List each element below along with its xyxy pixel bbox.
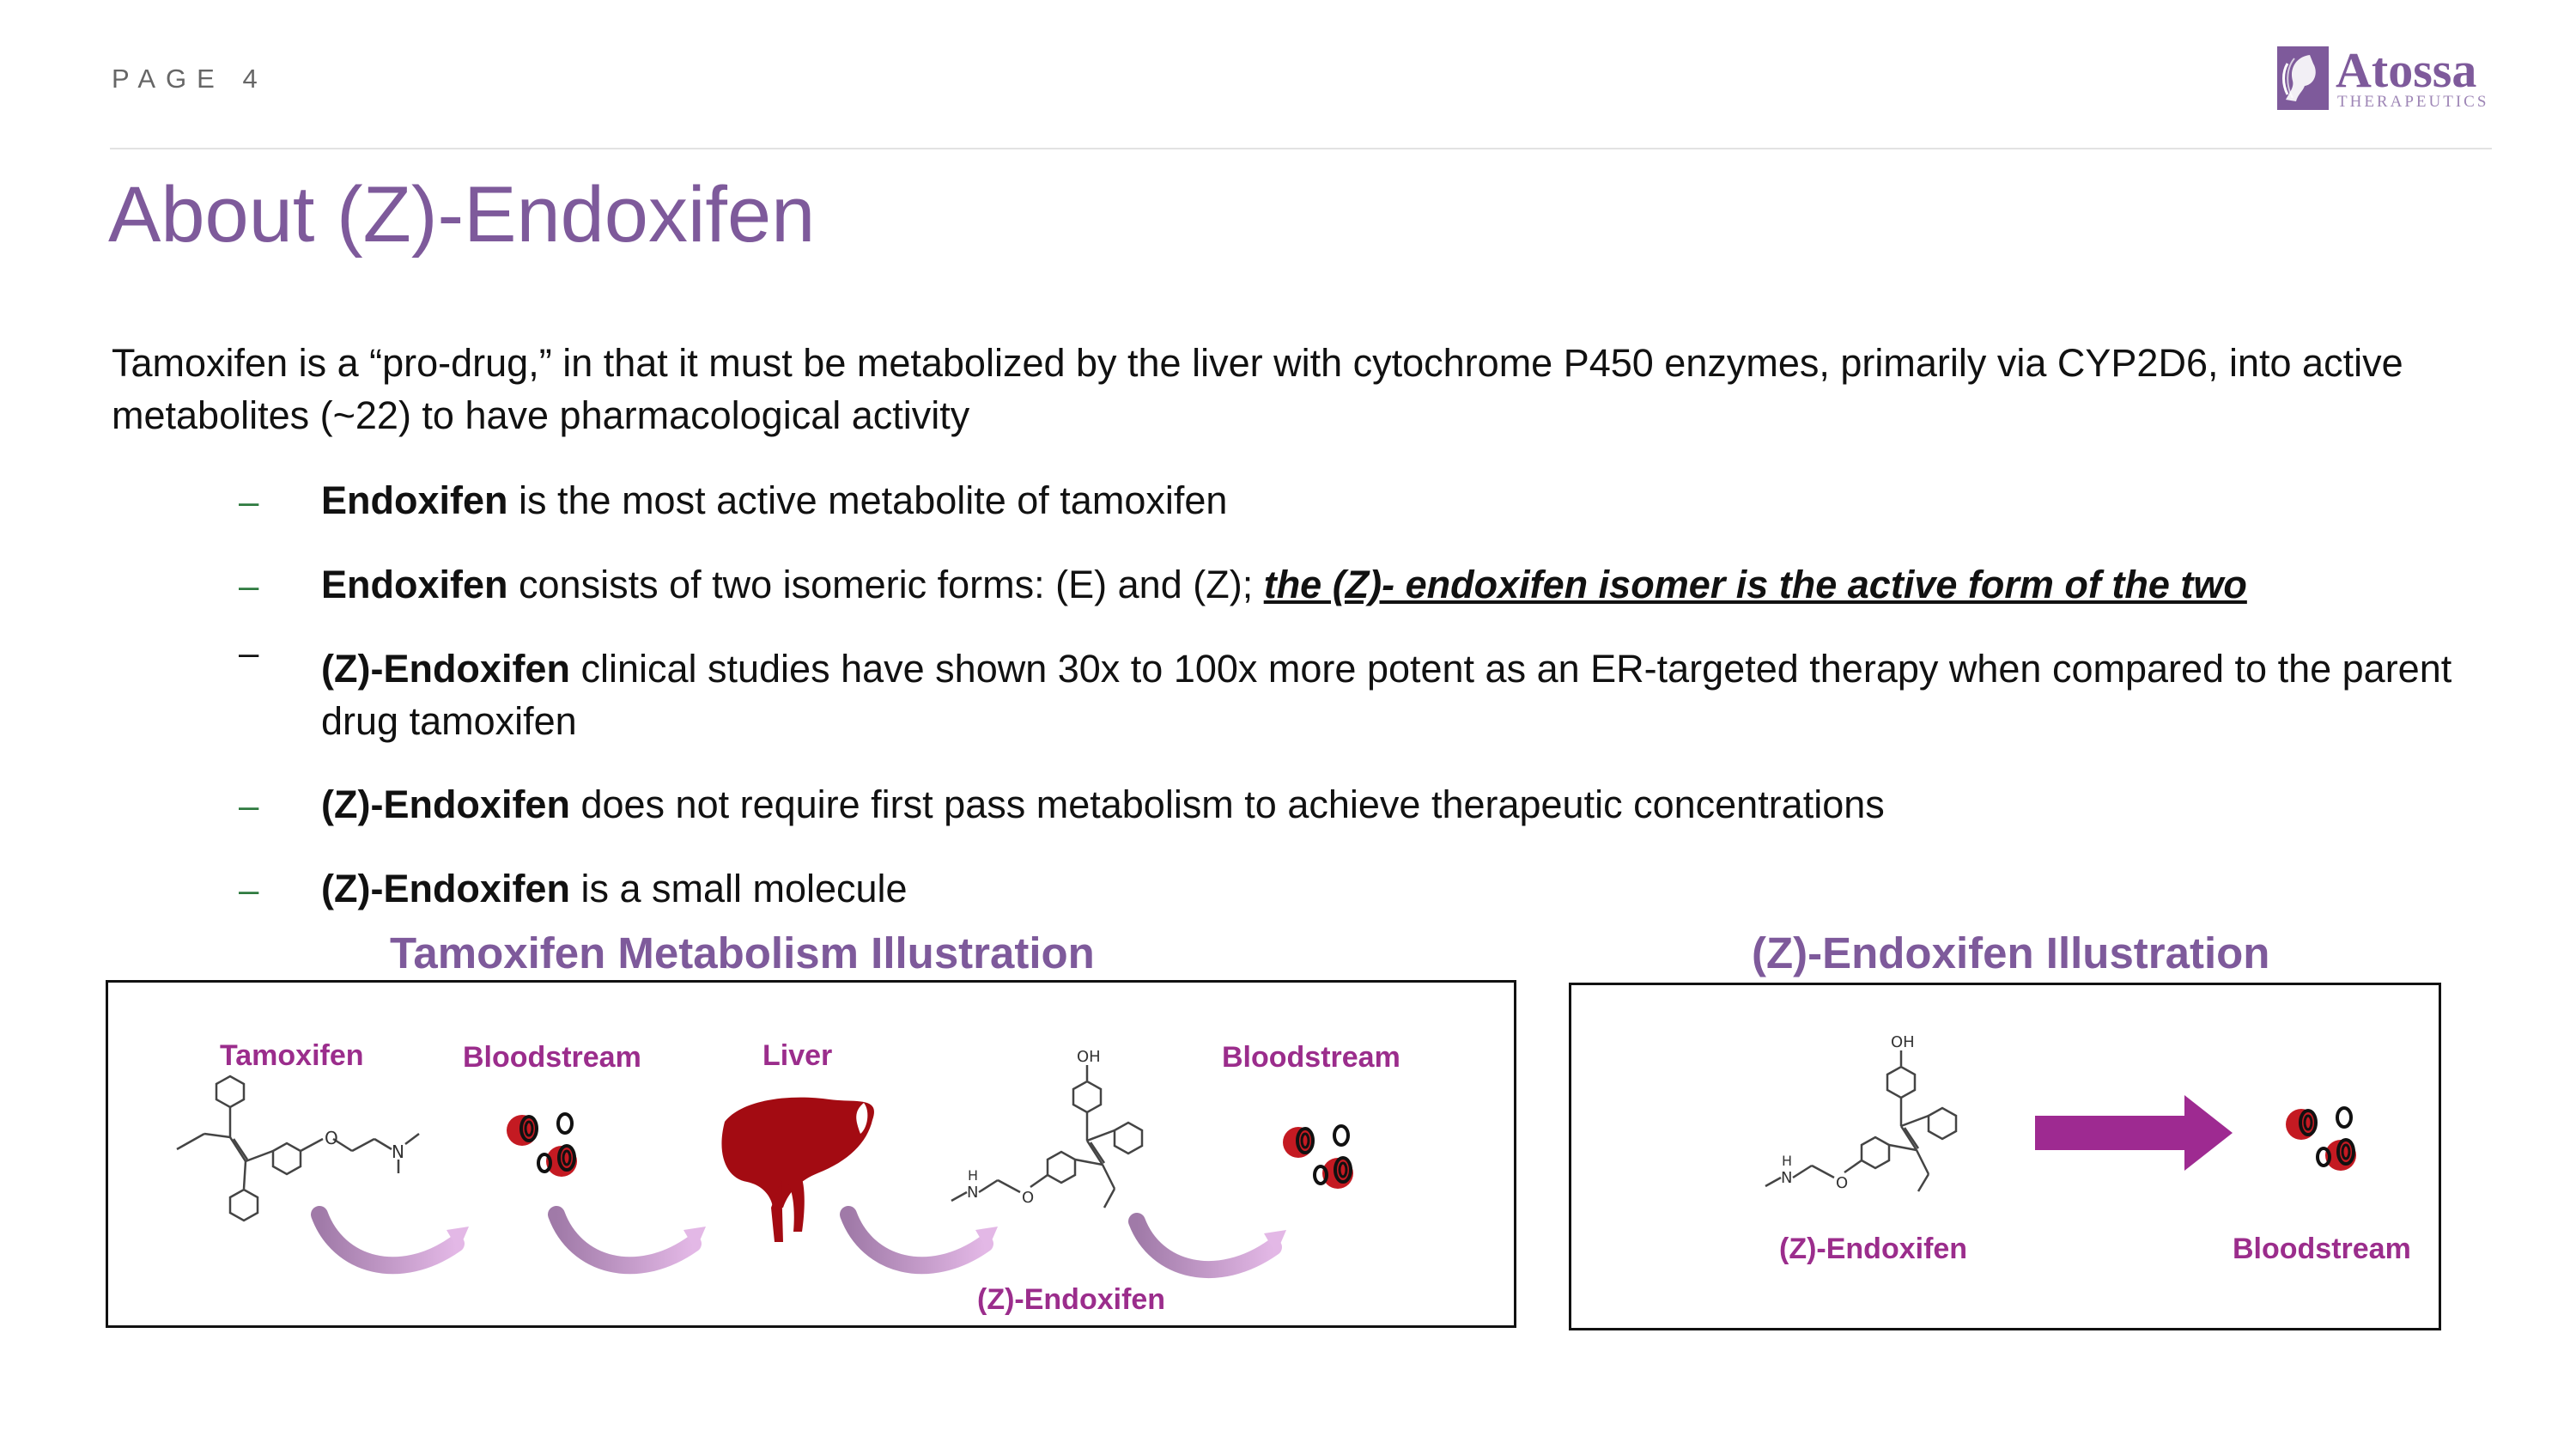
bullet-item <box>321 474 2485 527</box>
right-arrow-icon <box>2035 1095 2233 1171</box>
bullet-bold: (Z)-Endoxifen <box>321 782 570 826</box>
bloodstream-label: Bloodstream <box>463 1041 641 1074</box>
metabolism-illustration-box <box>106 980 1516 1328</box>
endoxifen-molecule <box>951 1065 1142 1208</box>
intro-paragraph: Tamoxifen is a “pro-drug,” in that it must be metabolized by the liver with cytochrome P450 enzymes, primarily via CYP2D6, into active metabolites (~22) to have pharmacological activity <box>112 341 2403 437</box>
tamoxifen-label: Tamoxifen <box>220 1039 364 1072</box>
metabolism-heading: Tamoxifen Metabolism Illustration <box>390 928 1095 977</box>
bloodstream-label-2: Bloodstream <box>1222 1041 1400 1074</box>
bullet-bold: (Z)-Endoxifen <box>321 647 570 691</box>
page-number: PAGE 4 <box>112 64 268 94</box>
bullet-emphasis: the (Z)- endoxifen isomer is the active form of the two <box>1263 563 2247 606</box>
molecule-atom-oh: OH <box>1891 1033 1915 1051</box>
bullet-dash: – <box>239 632 259 673</box>
bullet-dash: – <box>239 869 259 910</box>
endoxifen-diagram <box>1571 985 2439 1328</box>
liver-label: Liver <box>762 1039 833 1072</box>
blood-cells-icon <box>1283 1126 1353 1189</box>
atossa-logo-icon <box>2277 46 2329 110</box>
molecule-atom-o: O <box>1022 1189 1035 1207</box>
endoxifen-label: (Z)-Endoxifen <box>1779 1233 1968 1265</box>
bullet-item <box>321 642 2485 747</box>
molecule-atom-n: N <box>392 1142 404 1162</box>
endoxifen-illustration-box <box>1569 983 2441 1330</box>
page-title: About (Z)-Endoxifen <box>108 171 816 259</box>
tamoxifen-molecule <box>177 1076 419 1221</box>
header-divider <box>110 148 2492 149</box>
molecule-atom-oh: OH <box>1077 1048 1101 1066</box>
bullet-dash: – <box>239 785 259 825</box>
molecule-atom-o: O <box>1836 1174 1849 1192</box>
bullet-text: is the most active metabolite of tamoxifen <box>507 478 1228 522</box>
bullet-text: does not require first pass metabolism to achieve therapeutic concentrations <box>569 782 1885 826</box>
bullet-bold: Endoxifen <box>321 478 508 522</box>
bullet-item <box>321 778 2485 831</box>
molecule-atom-o: O <box>325 1128 338 1148</box>
endoxifen-molecule <box>1765 1050 1956 1191</box>
logo-wordmark: Atossa <box>2336 42 2477 98</box>
metabolism-diagram <box>108 983 1514 1325</box>
endoxifen-label: (Z)-Endoxifen <box>977 1283 1166 1316</box>
logo-tagline: THERAPEUTICS <box>2337 93 2489 111</box>
bloodstream-label: Bloodstream <box>2233 1233 2411 1265</box>
bullet-dash: – <box>239 565 259 606</box>
blood-cells-icon <box>2286 1108 2356 1171</box>
bullet-item <box>321 558 2485 611</box>
molecule-atom-n: N <box>967 1184 979 1202</box>
molecule-atom-n: N <box>1781 1169 1793 1187</box>
molecule-atom-h: H <box>1782 1153 1793 1169</box>
bullet-text: clinical studies have shown 30x to 100x more potent as an ER-targeted therapy when compared to the parent drug tamoxifen <box>321 647 2452 743</box>
molecule-atom-h: H <box>968 1167 979 1184</box>
endoxifen-heading: (Z)-Endoxifen Illustration <box>1752 928 2270 977</box>
blood-cells-icon <box>507 1114 577 1177</box>
bullet-dash: – <box>239 481 259 521</box>
bullet-item <box>321 862 2485 915</box>
bullet-text: consists of two isomeric forms: (E) and (Z); <box>507 563 1264 606</box>
bullet-bold: (Z)-Endoxifen <box>321 867 570 910</box>
bullet-bold: Endoxifen <box>321 563 508 606</box>
bullet-text: is a small molecule <box>569 867 908 910</box>
